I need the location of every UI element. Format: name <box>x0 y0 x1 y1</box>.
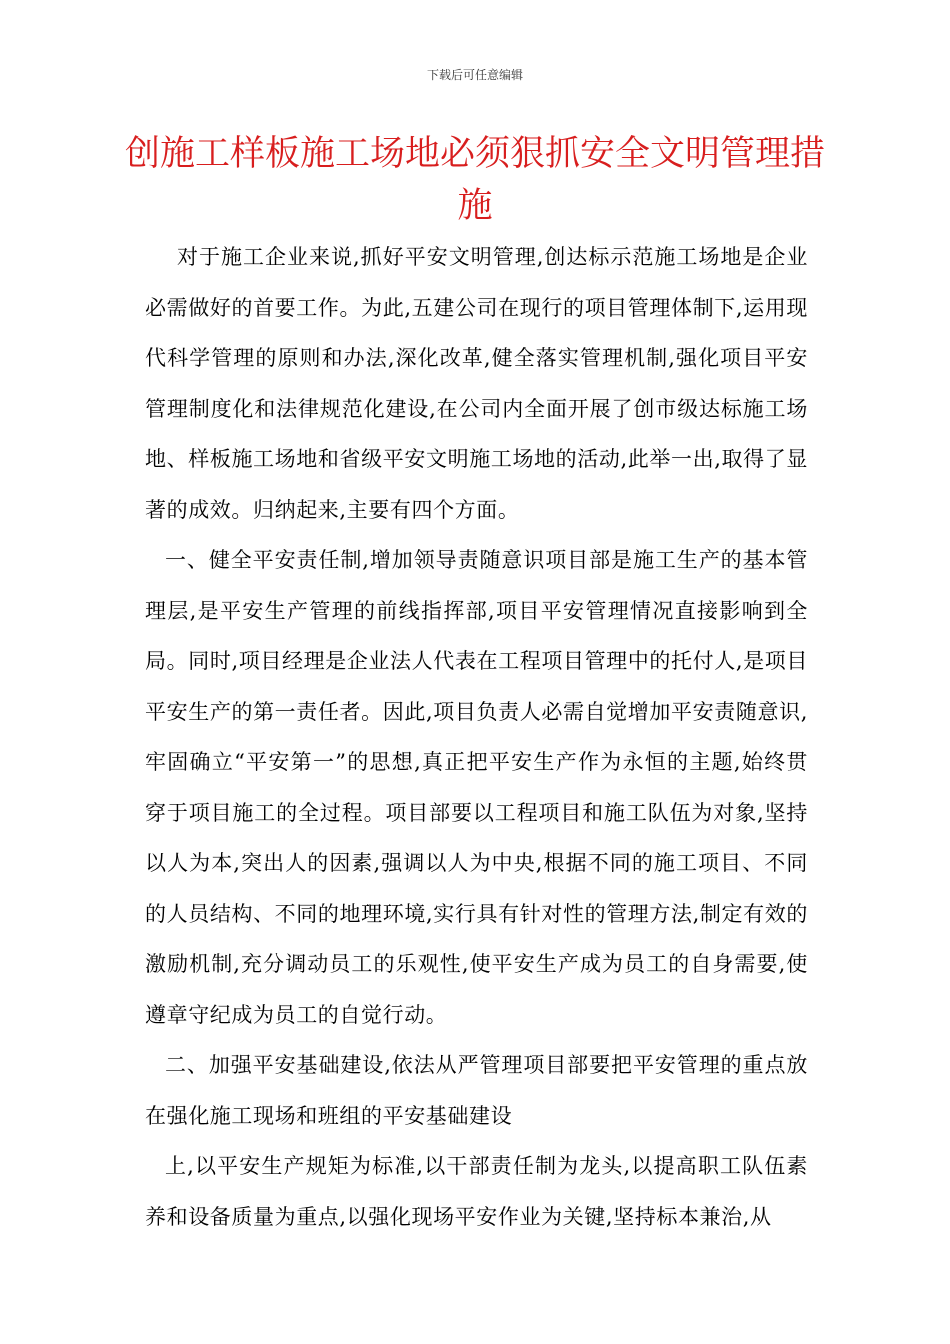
page-header-note: 下载后可任意编辑 <box>426 68 523 82</box>
paragraph-intro: 对于施工企业来说,抓好平安文明管理,创达标示范施工场地是企业必需做好的首要工作。为此,五建公司在现行的项目管理体制下,运用现代科学管理的原则和办法,深化改革,健全落实管理机制,强化项目平安管理制度化和法律规范化建设,在公司内全面开展了创市级达标施工场地、样板施工场地和省级平安文明施工场地的活动,此举一出,取得了显著的成效。归纳起来,主要有四个方面。 <box>145 245 808 522</box>
document-title: 创施工样板施工场地必须狠抓安全文明管理措施 <box>124 134 825 226</box>
paragraph-section-1: 一、健全平安责任制,增加领导责随意识项目部是施工生产的基本管理层,是平安生产管理的前线指挥部,项目平安管理情况直接影响到全局。同时,项目经理是企业法人代表在工程项目管理中的托付人,是项目平安生产的第一责任者。因此,项目负责人必需自觉增加平安责随意识,牢固确立“平安第一”的思想,真正把平安生产作为永恒的主题,始终贯穿于项目施工的全过程。项目部要以工程项目和施工队伍为对象,坚持以人为本,突出人的因素,强调以人为中央,根据不同的施工项目、不同的人员结构、不同的地理环境,实行具有针对性的管理方法,制定有效的激励机制,充分调动员工的乐观性,使平安生产成为员工的自身需要,使遵章守纪成为员工的自觉行动。 <box>145 548 808 1027</box>
paragraph-section-2: 二、加强平安基础建设,依法从严管理项目部要把平安管理的重点放在强化施工现场和班组的平安基础建设 <box>145 1053 808 1128</box>
document-body <box>145 232 808 1242</box>
paragraph-section-2-continued: 上,以平安生产规矩为标准,以干部责任制为龙头,以提高职工队伍素养和设备质量为重点,以强化现场平安作业为关键,坚持标本兼治,从 <box>145 1154 808 1229</box>
